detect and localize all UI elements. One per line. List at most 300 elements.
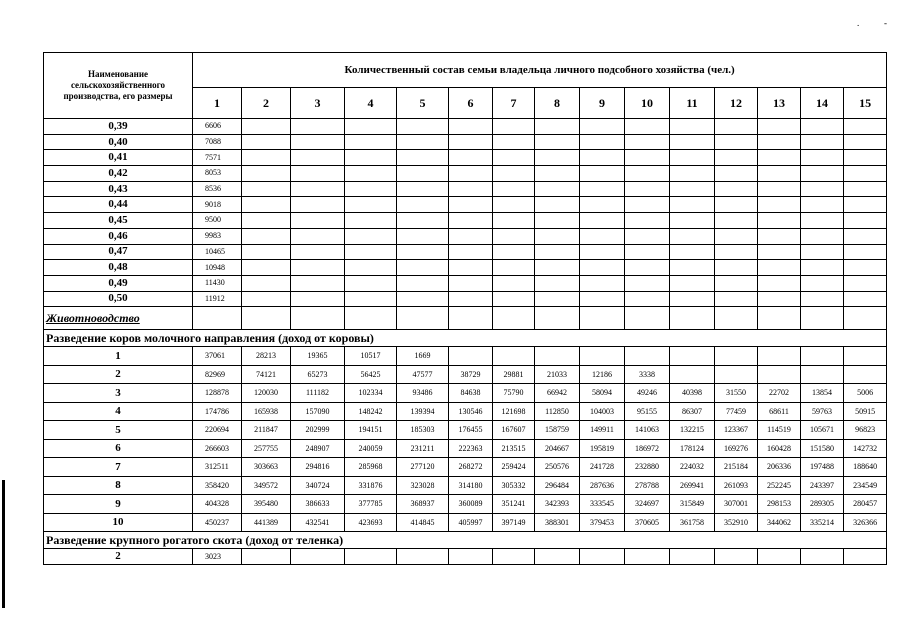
- table-cell: [580, 228, 625, 244]
- table-cell: 379453: [580, 513, 625, 532]
- table-cell: [449, 347, 493, 366]
- table-cell: 8053: [193, 166, 242, 182]
- table-cell: 289305: [801, 495, 844, 514]
- table-cell: [345, 181, 397, 197]
- table-cell: [193, 307, 242, 330]
- table-cell: [758, 260, 801, 276]
- table-row: [44, 197, 887, 213]
- table-row: [44, 495, 887, 514]
- table-cell: 77459: [715, 402, 758, 421]
- table-cell: 84638: [449, 384, 493, 403]
- table-cell: [801, 213, 844, 229]
- table-cell: 287636: [580, 476, 625, 495]
- table-cell: 414845: [397, 513, 449, 532]
- table-cell: 240059: [345, 439, 397, 458]
- table-cell: [801, 244, 844, 260]
- table-cell: [758, 134, 801, 150]
- table-cell: [535, 150, 580, 166]
- table-cell: [449, 260, 493, 276]
- table-cell: [291, 181, 345, 197]
- row-label: 0,47: [44, 244, 193, 260]
- table-cell: 93486: [397, 384, 449, 403]
- table-cell: 123367: [715, 421, 758, 440]
- table-cell: [844, 307, 887, 330]
- table-cell: 165938: [242, 402, 291, 421]
- table-cell: 252245: [758, 476, 801, 495]
- table-cell: [715, 197, 758, 213]
- table-cell: [580, 347, 625, 366]
- table-row: [44, 166, 887, 182]
- row-label: 0,45: [44, 213, 193, 229]
- table-cell: 7088: [193, 134, 242, 150]
- table-cell: [670, 166, 715, 182]
- table-cell: 50915: [844, 402, 887, 421]
- table-cell: 104003: [580, 402, 625, 421]
- table-cell: 231211: [397, 439, 449, 458]
- table-cell: [670, 244, 715, 260]
- table-cell: 405997: [449, 513, 493, 532]
- table-cell: [291, 228, 345, 244]
- table-cell: [493, 347, 535, 366]
- table-cell: 303663: [242, 458, 291, 477]
- table-cell: 9983: [193, 228, 242, 244]
- table-cell: 114519: [758, 421, 801, 440]
- table-cell: [535, 134, 580, 150]
- column-number-8: 8: [535, 88, 580, 119]
- table-cell: [580, 307, 625, 330]
- table-cell: [758, 307, 801, 330]
- table-cell: [291, 244, 345, 260]
- table-cell: [291, 166, 345, 182]
- table-cell: [493, 197, 535, 213]
- table-cell: [291, 307, 345, 330]
- table-cell: 232880: [625, 458, 670, 477]
- table-cell: [625, 347, 670, 366]
- table-cell: 121698: [493, 402, 535, 421]
- table-cell: [291, 260, 345, 276]
- row-label: 0,44: [44, 197, 193, 213]
- table-cell: [242, 228, 291, 244]
- table-cell: [397, 275, 449, 291]
- table-body: [44, 119, 887, 565]
- table-cell: 211847: [242, 421, 291, 440]
- table-row: [44, 213, 887, 229]
- table-cell: [397, 181, 449, 197]
- table-cell: 66942: [535, 384, 580, 403]
- table-row: [44, 365, 887, 384]
- table-cell: 12186: [580, 365, 625, 384]
- table-cell: [397, 291, 449, 307]
- table-cell: [242, 150, 291, 166]
- table-cell: [449, 119, 493, 135]
- family-size-header: Количественный состав семьи владельца личного подсобного хозяйства (чел.): [193, 53, 887, 88]
- table-cell: [844, 197, 887, 213]
- table-cell: [580, 213, 625, 229]
- table-cell: 169276: [715, 439, 758, 458]
- table-cell: [242, 244, 291, 260]
- table-cell: 56425: [345, 365, 397, 384]
- table-cell: 314180: [449, 476, 493, 495]
- table-row: [44, 181, 887, 197]
- table-cell: [758, 197, 801, 213]
- table-cell: 278788: [625, 476, 670, 495]
- table-cell: [670, 365, 715, 384]
- table-cell: [801, 275, 844, 291]
- name-column-header: Наименование сельскохозяйственного производства, его размеры: [44, 53, 193, 119]
- table-row: [44, 476, 887, 495]
- table-cell: 75790: [493, 384, 535, 403]
- table-cell: [625, 228, 670, 244]
- row-label: 2: [44, 549, 193, 565]
- table-cell: 148242: [345, 402, 397, 421]
- table-cell: [493, 260, 535, 276]
- table-cell: 95155: [625, 402, 670, 421]
- table-cell: [242, 134, 291, 150]
- table-cell: [670, 549, 715, 565]
- table-cell: 243397: [801, 476, 844, 495]
- table-cell: 167607: [493, 421, 535, 440]
- table-cell: 11430: [193, 275, 242, 291]
- table-cell: [670, 181, 715, 197]
- table-cell: [670, 307, 715, 330]
- row-label: 0,40: [44, 134, 193, 150]
- table-cell: [670, 119, 715, 135]
- table-cell: 111182: [291, 384, 345, 403]
- table-cell: 3338: [625, 365, 670, 384]
- table-cell: 206336: [758, 458, 801, 477]
- table-cell: 8536: [193, 181, 242, 197]
- table-cell: [535, 119, 580, 135]
- table-cell: [397, 197, 449, 213]
- table-cell: 5006: [844, 384, 887, 403]
- column-number-9: 9: [580, 88, 625, 119]
- table-cell: [801, 260, 844, 276]
- table-cell: 10465: [193, 244, 242, 260]
- table-cell: [242, 197, 291, 213]
- table-cell: [580, 166, 625, 182]
- row-label: 5: [44, 421, 193, 440]
- table-cell: [801, 197, 844, 213]
- table-cell: 326366: [844, 513, 887, 532]
- table-cell: [801, 549, 844, 565]
- table-cell: [493, 181, 535, 197]
- row-label: 0,43: [44, 181, 193, 197]
- table-cell: [844, 150, 887, 166]
- table-row: [44, 275, 887, 291]
- table-cell: [801, 119, 844, 135]
- column-number-14: 14: [801, 88, 844, 119]
- table-cell: [625, 213, 670, 229]
- table-cell: [844, 291, 887, 307]
- row-label: 0,46: [44, 228, 193, 244]
- table-cell: [801, 291, 844, 307]
- table-cell: 149911: [580, 421, 625, 440]
- table-cell: 58094: [580, 384, 625, 403]
- table-cell: 204667: [535, 439, 580, 458]
- table-cell: 349572: [242, 476, 291, 495]
- table-cell: [715, 307, 758, 330]
- table-cell: 7571: [193, 150, 242, 166]
- table-cell: [493, 275, 535, 291]
- table-cell: [242, 119, 291, 135]
- row-label: 1: [44, 347, 193, 366]
- table-cell: [625, 260, 670, 276]
- table-cell: [345, 307, 397, 330]
- table-cell: [535, 244, 580, 260]
- table-cell: [493, 134, 535, 150]
- table-cell: [670, 134, 715, 150]
- table-cell: 112850: [535, 402, 580, 421]
- table-cell: 361758: [670, 513, 715, 532]
- table-cell: [844, 549, 887, 565]
- table-cell: 28213: [242, 347, 291, 366]
- table-cell: 102334: [345, 384, 397, 403]
- table-cell: [715, 119, 758, 135]
- table-row: [44, 402, 887, 421]
- table-cell: 358420: [193, 476, 242, 495]
- column-number-4: 4: [345, 88, 397, 119]
- table-cell: [291, 197, 345, 213]
- table-cell: 141063: [625, 421, 670, 440]
- table-cell: 220694: [193, 421, 242, 440]
- table-cell: [580, 260, 625, 276]
- table-cell: [844, 275, 887, 291]
- table-cell: [801, 307, 844, 330]
- table-cell: 21033: [535, 365, 580, 384]
- column-number-2: 2: [242, 88, 291, 119]
- table-cell: [345, 213, 397, 229]
- table-row: [44, 150, 887, 166]
- table-cell: [493, 228, 535, 244]
- table-cell: 151580: [801, 439, 844, 458]
- table-cell: [291, 275, 345, 291]
- table-cell: 307001: [715, 495, 758, 514]
- table-cell: [449, 150, 493, 166]
- table-cell: 160428: [758, 439, 801, 458]
- table-cell: 47577: [397, 365, 449, 384]
- table-cell: [801, 228, 844, 244]
- table-cell: 257755: [242, 439, 291, 458]
- table-cell: [580, 119, 625, 135]
- table-cell: 202999: [291, 421, 345, 440]
- table-cell: [715, 228, 758, 244]
- table-cell: [670, 291, 715, 307]
- table-cell: 285968: [345, 458, 397, 477]
- table-cell: [758, 549, 801, 565]
- table-cell: [758, 365, 801, 384]
- table-cell: [715, 260, 758, 276]
- table-row: [44, 291, 887, 307]
- table-cell: 280457: [844, 495, 887, 514]
- table-cell: [397, 307, 449, 330]
- section-dairy-title-row: [44, 330, 887, 347]
- table-cell: 395480: [242, 495, 291, 514]
- table-cell: [291, 291, 345, 307]
- table-cell: [291, 119, 345, 135]
- table-cell: [449, 228, 493, 244]
- table-cell: 450237: [193, 513, 242, 532]
- column-number-3: 3: [291, 88, 345, 119]
- table-cell: 222363: [449, 439, 493, 458]
- table-cell: 388301: [535, 513, 580, 532]
- table-cell: [535, 260, 580, 276]
- table-cell: 9018: [193, 197, 242, 213]
- table-cell: 259424: [493, 458, 535, 477]
- column-number-13: 13: [758, 88, 801, 119]
- table-cell: 250576: [535, 458, 580, 477]
- table-cell: [844, 213, 887, 229]
- table-cell: [580, 244, 625, 260]
- table-cell: [844, 181, 887, 197]
- table-cell: 248907: [291, 439, 345, 458]
- table-cell: [625, 150, 670, 166]
- table-cell: 11912: [193, 291, 242, 307]
- table-cell: [242, 260, 291, 276]
- table-cell: 31550: [715, 384, 758, 403]
- table-cell: [493, 213, 535, 229]
- table-cell: [844, 365, 887, 384]
- table-cell: [242, 307, 291, 330]
- table-cell: [580, 197, 625, 213]
- table-cell: 1669: [397, 347, 449, 366]
- table-cell: [449, 166, 493, 182]
- table-cell: [397, 260, 449, 276]
- table-cell: [345, 150, 397, 166]
- table-cell: [397, 166, 449, 182]
- table-cell: 188640: [844, 458, 887, 477]
- table-cell: [580, 291, 625, 307]
- table-cell: 277120: [397, 458, 449, 477]
- table-cell: [670, 213, 715, 229]
- table-cell: [625, 244, 670, 260]
- table-cell: [670, 260, 715, 276]
- table-cell: [580, 181, 625, 197]
- table-row: [44, 458, 887, 477]
- table-cell: 185303: [397, 421, 449, 440]
- table-cell: 224032: [670, 458, 715, 477]
- table-cell: [670, 347, 715, 366]
- table-cell: [242, 166, 291, 182]
- row-label: 7: [44, 458, 193, 477]
- table-cell: [625, 119, 670, 135]
- table-cell: [535, 275, 580, 291]
- row-label: 9: [44, 495, 193, 514]
- table-cell: [758, 275, 801, 291]
- table-cell: 351241: [493, 495, 535, 514]
- table-cell: 105671: [801, 421, 844, 440]
- table-cell: 261093: [715, 476, 758, 495]
- table-cell: [715, 365, 758, 384]
- table-cell: [670, 228, 715, 244]
- table-cell: [844, 119, 887, 135]
- table-cell: 296484: [535, 476, 580, 495]
- table-row: [44, 347, 887, 366]
- table-cell: [535, 197, 580, 213]
- table-cell: 352910: [715, 513, 758, 532]
- table-cell: 386633: [291, 495, 345, 514]
- table-cell: 194151: [345, 421, 397, 440]
- table-cell: [580, 134, 625, 150]
- table-cell: 139394: [397, 402, 449, 421]
- table-cell: [580, 549, 625, 565]
- table-row: [44, 228, 887, 244]
- table-cell: [291, 134, 345, 150]
- table-cell: [493, 549, 535, 565]
- table-cell: [242, 291, 291, 307]
- table-cell: [715, 549, 758, 565]
- table-cell: 360089: [449, 495, 493, 514]
- table-cell: 82969: [193, 365, 242, 384]
- table-cell: 305332: [493, 476, 535, 495]
- table-cell: [345, 134, 397, 150]
- table-cell: [715, 291, 758, 307]
- table-cell: 10517: [345, 347, 397, 366]
- table-cell: [345, 228, 397, 244]
- table-cell: [449, 291, 493, 307]
- table-cell: [535, 347, 580, 366]
- table-cell: [493, 307, 535, 330]
- table-cell: [397, 119, 449, 135]
- table-cell: [345, 549, 397, 565]
- table-cell: [625, 291, 670, 307]
- table-cell: [844, 244, 887, 260]
- table-cell: [801, 150, 844, 166]
- table-cell: 324697: [625, 495, 670, 514]
- table-cell: [758, 347, 801, 366]
- table-cell: [625, 134, 670, 150]
- table-cell: [715, 134, 758, 150]
- table-cell: 38729: [449, 365, 493, 384]
- table-cell: 377785: [345, 495, 397, 514]
- table-cell: [449, 307, 493, 330]
- table-cell: [844, 260, 887, 276]
- table-cell: [715, 275, 758, 291]
- table-cell: 404328: [193, 495, 242, 514]
- table-cell: [345, 260, 397, 276]
- table-cell: 6606: [193, 119, 242, 135]
- row-label: 3: [44, 384, 193, 403]
- table-cell: 298153: [758, 495, 801, 514]
- table-cell: [625, 166, 670, 182]
- table-cell: [670, 150, 715, 166]
- column-number-7: 7: [493, 88, 535, 119]
- table-cell: [670, 197, 715, 213]
- table-cell: [242, 213, 291, 229]
- table-row: [44, 439, 887, 458]
- table-cell: [758, 119, 801, 135]
- table-cell: 128878: [193, 384, 242, 403]
- table-row: [44, 421, 887, 440]
- table-cell: [844, 228, 887, 244]
- table-cell: 323028: [397, 476, 449, 495]
- table-cell: [625, 181, 670, 197]
- table-cell: [715, 213, 758, 229]
- table-cell: 197488: [801, 458, 844, 477]
- table-cell: [397, 549, 449, 565]
- table-cell: 37061: [193, 347, 242, 366]
- row-label: 0,48: [44, 260, 193, 276]
- table-cell: [242, 275, 291, 291]
- table-cell: 65273: [291, 365, 345, 384]
- table-cell: [715, 150, 758, 166]
- table-cell: [715, 347, 758, 366]
- table-cell: [449, 275, 493, 291]
- table-row: [44, 384, 887, 403]
- table-cell: [670, 275, 715, 291]
- table-cell: [493, 119, 535, 135]
- table-cell: [535, 307, 580, 330]
- table-row: [44, 134, 887, 150]
